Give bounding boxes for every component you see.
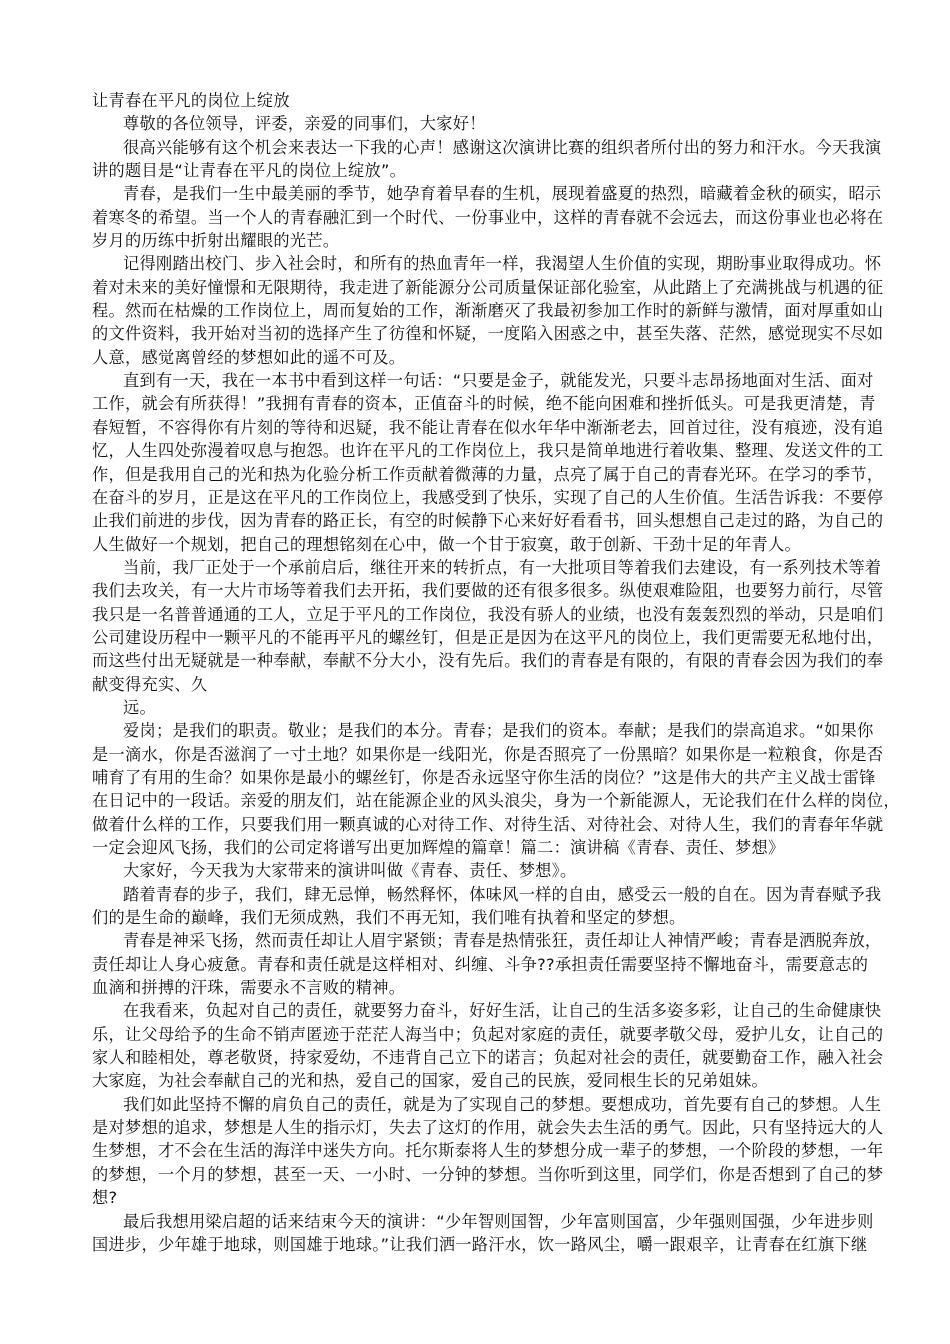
text-line: 人生做好一个规划，把自己的理想铭刻在心中，做一个甘于寂寞，敢于创新、干劲十足的年青人。 (92, 534, 801, 554)
text-line: 大家庭，为社会奉献自己的光和热，爱自己的国家，爱自己的民族，爱同根生长的兄弟姐妹。 (92, 1071, 768, 1091)
text-line: 是对梦想的追求，梦想是人生的指示灯，失去了这灯的作用，就会失去生活的勇气。因此，只有坚持远大的人 (92, 1118, 884, 1138)
text-line: 很高兴能够有这个机会来表达一下我的心声！感谢这次演讲比赛的组织者所付出的努力和汗水。今天我演 (123, 137, 882, 157)
text-line: 作，但是我用自己的光和热为化验分析工作贡献着微薄的力量，点亮了属于自己的青春光环。在学习的季节， (92, 464, 884, 484)
text-line: 的梦想，一个月的梦想，甚至一天、一小时、一分钟的梦想。当你听到这里，同学们，你是否想到了自己的梦 (92, 1164, 884, 1184)
text-line: 青春，是我们一生中最美丽的季节，她孕育着早春的生机，展现着盛夏的热烈，暗藏着金秋的硕实，昭示 (123, 184, 882, 204)
text-line: 而这些付出无疑就是一种奉献，奉献不分大小，没有先后。我们的青春是有限的，有限的青春会因为我们的奉 (92, 651, 884, 671)
text-line: 是一滴水，你是否滋润了一寸土地？如果你是一线阳光，你是否照亮了一份黑暗？如果你是一粒粮食，你是否 (92, 744, 884, 764)
text-line: 的文件资料，我开始对当初的选择产生了彷徨和怀疑，一度陷入困惑之中，甚至失落、茫然，感觉现实不尽如 (92, 324, 884, 344)
text-line: 公司建设历程中一颗平凡的不能再平凡的螺丝钉，但是正是因为在这平凡的岗位上，我们更需要无私地付出， (92, 627, 884, 647)
text-line: 岁月的历练中折射出耀眼的光芒。 (92, 231, 340, 251)
text-line: 在奋斗的岁月，正是这在平凡的工作岗位上，我感受到了快乐，实现了自己的人生价值。生活告诉我：不要停 (92, 487, 884, 507)
text-line: 家人和睦相处，尊老敬贤，持家爱幼，不违背自己立下的诺言；负起对社会的责任，就要勤奋工作，融入社会 (92, 1048, 884, 1068)
text-line: 爱岗；是我们的职责。敬业；是我们的本分。青春；是我们的资本。奉献；是我们的崇高追求。“如果你 (123, 721, 874, 741)
text-line: 远。 (123, 697, 156, 717)
text-line: 做着什么样的工作，只要我们用一颗真诚的心对待工作、对待生活、对待社会、对待人生，我们的青春年华就 (92, 814, 884, 834)
document-body (92, 89, 900, 1256)
text-line: 国进步，少年雄于地球，则国雄于地球。”让我们洒一路汗水，饮一路风尘，嚼一跟艰辛，让青春在红旗下继 (92, 1234, 868, 1254)
text-line: 哺育了有用的生命？如果你是最小的螺丝钉，你是否永远坚守你生活的岗位？”这是伟大的共产主义战士雷锋 (92, 767, 876, 787)
text-line: 直到有一天，我在一本书中看到这样一句话：“只要是金子，就能发光，只要斗志昂扬地面对生活、面对 (123, 371, 874, 391)
text-line: 工作，就会有所获得！”我拥有青春的资本，正值奋斗的时候，绝不能向困难和挫折低头。可是我更清楚，青 (92, 394, 876, 414)
text-line: 生梦想，才不会在生活的海洋中迷失方向。托尔斯泰将人生的梦想分成一辈子的梦想，一个阶段的梦想，一年 (92, 1141, 884, 1161)
text-line: 记得刚踏出校门、步入社会时，和所有的热血青年一样，我渴望人生价值的实现，期盼事业取得成功。怀 (123, 254, 882, 274)
text-line: 责任却让人身心疲惫。青春和责任就是这样相对、纠缠、斗争??承担责任需要坚持不懈地奋斗，需要意志的 (92, 954, 869, 974)
text-line: 我们如此坚持不懈的肩负自己的责任，就是为了实现自己的梦想。要想成功，首先要有自己的梦想。人生 (123, 1094, 882, 1114)
text-line: 一定会迎风飞扬，我们的公司定将谱写出更加辉煌的篇章！篇二：演讲稿《青春、责任、梦想》 (92, 838, 785, 857)
document-title: 让青春在平凡的岗位上绽放 (92, 91, 290, 110)
text-line: 当前，我厂正处于一个承前启后，继往开来的转折点，有一大批项目等着我们去建设，有一系列技术等着 (123, 557, 882, 577)
text-line: 着对未来的美好憧憬和无限期待，我走进了新能源分公司质量保证部化验室，从此踏上了充满挑战与机遇的征 (92, 277, 884, 297)
text-line: 最后我想用梁启超的话来结束今天的演讲：“少年智则国智，少年富则国富，少年强则国强，少年进步则 (123, 1211, 874, 1231)
text-line: 程。然而在枯燥的工作岗位上，周而复始的工作，渐渐磨灭了我最初参加工作时的新鲜与激情，面对厚重如山 (92, 301, 884, 321)
text-line: 我们去攻关，有一大片市场等着我们去开拓，我们要做的还有很多很多。纵使艰难险阻，也要努力前行，尽管 (92, 581, 884, 601)
text-line: 春短暂，不容得你有片刻的等待和迟疑，我不能让青春在似水年华中渐渐老去，回首过往，没有痕迹，没有追 (92, 417, 884, 437)
text-line: 在日记中的一段话。亲爱的朋友们，站在能源企业的风头浪尖，身为一个新能源人，无论我们在什么样的岗位， (92, 791, 900, 811)
text-line: 想? (92, 1188, 118, 1208)
text-line: 献变得充实、久 (92, 674, 208, 694)
text-line: 人意，感觉离曾经的梦想如此的遥不可及。 (92, 347, 406, 367)
text-line: 踏着青春的步子，我们，肆无忌惮，畅然释怀，体味风一样的自由，感受云一般的自在。因为青春赋予我 (123, 884, 882, 904)
text-line: 讲的题目是“让青春在平凡的岗位上绽放”。 (92, 161, 407, 181)
text-line: 在我看来，负起对自己的责任，就要努力奋斗，好好生活，让自己的生活多姿多彩，让自己的生命健康快 (123, 1001, 882, 1021)
text-line: 着寒冬的希望。当一个人的青春融汇到一个时代、一份事业中，这样的青春就不会远去，而这份事业也必将在 (92, 207, 884, 227)
text-line: 我只是一名普普通通的工人，立足于平凡的工作岗位，我没有骄人的业绩，也没有轰轰烈烈的举动，只是咱们 (92, 604, 884, 624)
text-line: 忆，人生四处弥漫着叹息与抱怨。也许在平凡的工作岗位上，我只是简单地进行着收集、整理、发送文件的工 (92, 441, 884, 461)
text-line: 尊敬的各位领导，评委，亲爱的同事们，大家好！ (123, 114, 486, 134)
text-line: 血滴和拼搏的汗珠，需要永不言败的精神。 (92, 978, 406, 998)
text-line: 止我们前进的步伐，因为青春的路正长，有空的时候静下心来好好看看书，回头想想自己走过的路，为自己的 (92, 511, 884, 531)
text-line: 们的是生命的巅峰，我们无须成熟，我们不再无知，我们唯有执着和坚定的梦想。 (92, 908, 686, 928)
text-line: 乐，让父母给予的生命不销声匿迹于茫茫人海当中；负起对家庭的责任，就要孝敬父母，爱护儿女，让自己的 (92, 1024, 884, 1044)
text-line: 青春是神采飞扬，然而责任却让人眉宇紧锁；青春是热情张狂，责任却让人神情严峻；青春是洒脱奔放， (123, 931, 882, 951)
text-line: 大家好，今天我为大家带来的演讲叫做《青春、责任、梦想》。 (123, 861, 577, 881)
